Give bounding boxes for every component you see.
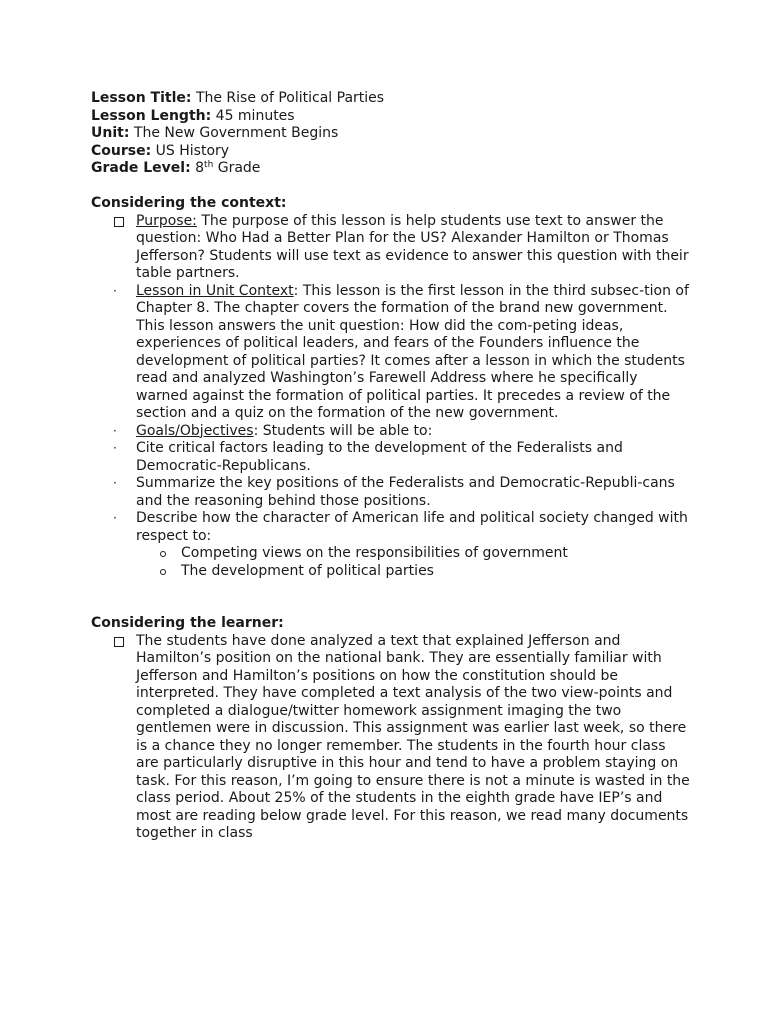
grade-number: 8 <box>195 160 205 176</box>
course-line <box>91 143 691 161</box>
sub-objective-text: Competing views on the responsibilities of government <box>181 545 568 561</box>
grade-level-line <box>91 160 691 178</box>
sub-objective-text: The development of political parties <box>181 562 434 579</box>
lesson-length-value: 45 minutes <box>215 107 295 124</box>
unit-label: Unit: <box>91 125 130 141</box>
circle-bullet-icon <box>160 569 166 575</box>
unit-value: The New Government Begins <box>133 125 339 141</box>
sub-objective-item <box>136 545 691 563</box>
sub-objective-list <box>136 545 691 580</box>
lesson-plan-document <box>91 90 691 843</box>
course-label: Course: <box>91 142 152 159</box>
grade-level-label: Grade Level: <box>91 160 191 176</box>
learner-list <box>91 633 691 843</box>
purpose-item <box>91 213 691 283</box>
objective-text: Cite critical factors leading to the development of the Federalists and Democratic-Republicans. <box>136 440 623 474</box>
sub-objective-item <box>136 563 691 581</box>
learner-item <box>91 633 691 843</box>
goals-item <box>91 423 691 441</box>
bullet-icon: · <box>113 511 117 525</box>
grade-word: Grade <box>217 160 261 176</box>
context-heading: Considering the context: <box>91 195 287 211</box>
unit-context-label: Lesson in Unit Context <box>136 282 294 299</box>
objective-item <box>91 440 691 475</box>
bullet-icon: · <box>113 423 117 438</box>
context-list <box>91 213 691 581</box>
goals-label: Goals/Objectives <box>136 422 254 439</box>
bullet-icon: · <box>113 476 117 490</box>
unit-line <box>91 125 691 143</box>
checkbox-icon <box>114 637 124 647</box>
purpose-text: The purpose of this lesson is help students use text to answer the question: Who Had a Better Plan for the US? Alexander Hamilton or Thomas Jefferson? Students will use text as evidence to answer this question with their table partners. <box>136 212 689 281</box>
lesson-title-label: Lesson Title: <box>91 90 192 106</box>
lesson-length-line <box>91 108 691 126</box>
learner-text: The students have done analyzed a text that explained Jefferson and Hamilton’s position on the national bank. They are essentially familiar with Jefferson and Hamilton’s positions on how the constitution should be interpreted. They have completed a text analysis of the two view-points and completed a dialogue/twitter homework assignment imaging the two gentlemen were in discussion. This assignment was earlier last week, so there is a chance they no longer remember. The students in the fourth hour class are particularly disruptive in this hour and tend to have a problem staying on task. For this reason, I’m going to ensure there is not a minute is wasted in the class period. About 25% of the students in the eighth grade have IEP’s and most are reading below grade level. For this reason, we read many documents together in class <box>136 632 690 841</box>
grade-suffix: th <box>204 160 214 170</box>
objective-text: Describe how the character of American life and political society changed with respect to: <box>136 510 688 544</box>
unit-context-item <box>91 283 691 423</box>
course-value: US History <box>155 142 230 159</box>
objective-item <box>91 475 691 510</box>
checkbox-icon <box>114 217 124 227</box>
lesson-length-label: Lesson Length: <box>91 107 212 124</box>
bullet-icon: · <box>113 283 117 298</box>
objective-item <box>91 510 691 580</box>
goals-text: : Students will be able to: <box>253 422 433 439</box>
lesson-title-value: The Rise of Political Parties <box>195 90 385 106</box>
bullet-icon: · <box>113 441 117 455</box>
purpose-label: Purpose: <box>136 212 197 229</box>
objective-text: Summarize the key positions of the Federalists and Democratic-Republi-cans and the reasoning behind those positions. <box>136 475 675 509</box>
learner-heading: Considering the learner: <box>91 615 284 631</box>
lesson-title-line <box>91 90 691 108</box>
circle-bullet-icon <box>160 551 166 557</box>
unit-context-text: : This lesson is the first lesson in the third subsec-tion of Chapter 8. The chapter covers the formation of the brand new government. This lesson answers the unit question: How did the com-peting ideas, experiences of political leaders, and fears of the Founders influence the development of political parties? It comes after a lesson in which the students read and analyzed Washington’s Farewell Address where he specifically warned against the formation of political parties. It precedes a review of the section and a quiz on the formation of the new government. <box>136 282 689 421</box>
